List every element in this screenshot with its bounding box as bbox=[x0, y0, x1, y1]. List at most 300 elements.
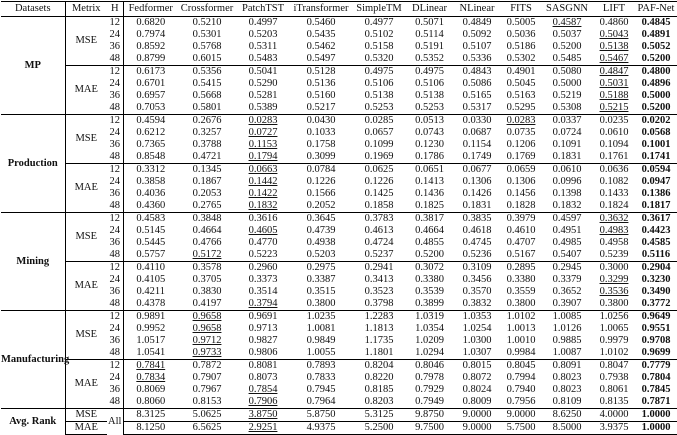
value-cell: 0.7978 bbox=[415, 372, 444, 383]
value-cell: 0.9708 bbox=[641, 335, 671, 346]
value-cell: 1.0517 bbox=[123, 335, 178, 347]
value-cell: 1.0055 bbox=[306, 347, 336, 358]
horizon-cell: 24 bbox=[109, 29, 120, 40]
value-cell: 0.1206 bbox=[506, 139, 536, 150]
value-cell: 0.9979 bbox=[599, 335, 629, 346]
value-cell: 0.8091 bbox=[541, 360, 593, 373]
value-cell: 0.8023 bbox=[552, 372, 582, 383]
value-cell: 0.3783 bbox=[352, 213, 406, 226]
value-cell: 0.7994 bbox=[506, 372, 536, 383]
value-cell: 0.4770 bbox=[248, 237, 278, 248]
value-cell: 2.9251 bbox=[236, 422, 290, 435]
value-cell: 0.0651 bbox=[406, 164, 453, 177]
value-cell: 0.1033 bbox=[306, 127, 336, 138]
value-cell: 0.6820 bbox=[123, 17, 178, 30]
column-header: NLinear bbox=[459, 3, 495, 14]
value-cell: 0.5036 bbox=[506, 29, 536, 40]
value-cell: 0.5253 bbox=[415, 102, 444, 113]
value-cell: 1.0294 bbox=[415, 347, 444, 358]
value-cell: 0.5043 bbox=[599, 29, 629, 40]
value-cell: 0.0568 bbox=[641, 127, 671, 138]
value-cell: 0.3578 bbox=[178, 262, 236, 275]
value-cell: 0.5302 bbox=[506, 53, 536, 64]
value-cell: 1.2283 bbox=[352, 311, 406, 324]
value-cell: 1.0000 bbox=[635, 422, 677, 435]
value-cell: 0.8015 bbox=[453, 360, 501, 373]
value-cell: 6.5625 bbox=[178, 422, 236, 435]
value-cell: 0.5203 bbox=[248, 29, 278, 40]
value-cell: 0.4724 bbox=[364, 237, 394, 248]
column-header: FITS bbox=[510, 3, 532, 14]
value-cell: 0.8135 bbox=[599, 396, 629, 407]
value-cell: 0.3800 bbox=[306, 298, 336, 309]
value-cell: 0.0727 bbox=[248, 127, 278, 138]
value-cell: 0.2053 bbox=[192, 188, 222, 199]
value-cell: 0.5336 bbox=[462, 53, 492, 64]
value-cell: 0.5200 bbox=[552, 41, 582, 52]
value-cell: 0.0610 bbox=[599, 127, 629, 138]
value-cell: 0.4951 bbox=[552, 225, 582, 236]
value-cell: 1.0000 bbox=[635, 409, 677, 422]
value-cell: 0.1832 bbox=[248, 200, 278, 211]
value-cell: 0.5435 bbox=[306, 29, 336, 40]
metric-label: MSE bbox=[65, 17, 107, 66]
results-table bbox=[1, 1, 677, 435]
value-cell: 1.0102 bbox=[599, 347, 629, 358]
value-cell: 0.5317 bbox=[462, 102, 492, 113]
value-cell: 0.7967 bbox=[192, 384, 222, 395]
value-cell: 0.8203 bbox=[364, 396, 394, 407]
value-cell: 0.3539 bbox=[415, 286, 444, 297]
value-cell: 1.0065 bbox=[599, 323, 629, 334]
horizon-cell: 48 bbox=[109, 298, 120, 309]
value-cell: 0.2895 bbox=[501, 262, 541, 275]
value-cell: 0.7834 bbox=[123, 372, 178, 384]
value-cell: 0.1226 bbox=[306, 176, 336, 187]
value-cell: 0.4855 bbox=[415, 237, 444, 248]
value-cell: 0.5217 bbox=[306, 102, 336, 113]
value-cell: 0.5768 bbox=[192, 41, 222, 52]
value-cell: 0.2941 bbox=[352, 262, 406, 275]
value-cell: 0.3800 bbox=[599, 298, 629, 309]
column-header: PAF-Net bbox=[637, 3, 675, 14]
value-cell: 0.0659 bbox=[501, 164, 541, 177]
value-cell: 0.1794 bbox=[248, 151, 278, 162]
value-cell: 0.3832 bbox=[462, 298, 492, 309]
value-cell: 0.2960 bbox=[236, 262, 290, 275]
value-cell: 1.0126 bbox=[552, 323, 582, 334]
value-cell: 0.5138 bbox=[415, 90, 444, 101]
column-header: H bbox=[110, 3, 119, 14]
table-row bbox=[1, 422, 677, 435]
value-cell: 0.1456 bbox=[506, 188, 536, 199]
column-header: SASGNN bbox=[545, 3, 588, 14]
horizon-cell: 48 bbox=[109, 151, 120, 162]
value-cell: 3.9375 bbox=[593, 422, 635, 435]
value-cell: 0.5668 bbox=[192, 90, 222, 101]
value-cell: 0.4938 bbox=[306, 237, 336, 248]
value-cell: 0.3907 bbox=[552, 298, 582, 309]
value-cell: 0.3798 bbox=[364, 298, 394, 309]
value-cell: 0.5237 bbox=[364, 249, 394, 260]
value-cell: 0.5005 bbox=[506, 17, 536, 28]
value-cell: 0.9849 bbox=[306, 335, 336, 346]
value-cell: 0.4211 bbox=[123, 286, 178, 298]
value-cell: 0.5467 bbox=[599, 53, 629, 64]
value-cell: 0.8153 bbox=[192, 396, 222, 407]
value-cell: 1.0300 bbox=[462, 335, 492, 346]
horizon-cell: 36 bbox=[109, 41, 120, 52]
value-cell: 0.0235 bbox=[593, 115, 635, 128]
value-cell: 1.1801 bbox=[364, 347, 394, 358]
value-cell: 0.5071 bbox=[415, 17, 444, 28]
horizon-cell: 48 bbox=[109, 396, 120, 407]
value-cell: 0.3514 bbox=[248, 286, 278, 297]
value-cell: 0.0657 bbox=[364, 127, 394, 138]
value-cell: 0.7854 bbox=[248, 384, 278, 395]
value-cell: 0.5000 bbox=[552, 78, 582, 89]
horizon-cell: 48 bbox=[109, 53, 120, 64]
value-cell: 0.2945 bbox=[541, 262, 593, 275]
value-cell: 0.5239 bbox=[599, 249, 629, 260]
value-cell: 0.0735 bbox=[506, 127, 536, 138]
table-row bbox=[1, 409, 677, 422]
value-cell: 0.3794 bbox=[248, 298, 278, 309]
value-cell: 0.2676 bbox=[178, 115, 236, 128]
value-cell: 0.1749 bbox=[462, 151, 492, 162]
value-cell: 0.3536 bbox=[599, 286, 629, 297]
value-cell: 0.6212 bbox=[123, 127, 178, 139]
value-cell: 0.4860 bbox=[599, 17, 629, 28]
value-cell: 0.1345 bbox=[178, 164, 236, 177]
value-cell: 0.7906 bbox=[248, 396, 278, 407]
value-cell: 5.0625 bbox=[178, 409, 236, 422]
value-cell: 0.3788 bbox=[192, 139, 222, 150]
value-cell: 0.4360 bbox=[123, 200, 178, 213]
metric-label: MAE bbox=[65, 66, 107, 115]
value-cell: 0.8109 bbox=[552, 396, 582, 407]
value-cell: 0.4901 bbox=[501, 66, 541, 79]
value-cell: 0.4613 bbox=[364, 225, 394, 236]
value-cell: 0.9733 bbox=[192, 347, 222, 358]
horizon-cell: 12 bbox=[107, 164, 123, 177]
value-cell: 0.7872 bbox=[178, 360, 236, 373]
value-cell: 0.1761 bbox=[599, 151, 629, 162]
table-row bbox=[1, 66, 677, 79]
value-cell: 0.1969 bbox=[364, 151, 394, 162]
value-cell: 0.5102 bbox=[364, 29, 394, 40]
value-cell: 0.0430 bbox=[290, 115, 352, 128]
horizon-cell: 12 bbox=[107, 262, 123, 275]
value-cell: 8.6250 bbox=[541, 409, 593, 422]
value-cell: 0.5389 bbox=[248, 102, 278, 113]
value-cell: 0.5460 bbox=[306, 17, 336, 28]
dataset-label: Production bbox=[1, 115, 65, 213]
metric-label: MSE bbox=[65, 409, 107, 422]
value-cell: 0.1306 bbox=[462, 176, 492, 187]
value-cell: 9.0000 bbox=[453, 409, 501, 422]
value-cell: 0.4896 bbox=[641, 78, 671, 89]
value-cell: 0.4958 bbox=[599, 237, 629, 248]
value-cell: 0.3858 bbox=[123, 176, 178, 188]
value-cell: 0.4997 bbox=[248, 17, 278, 28]
value-cell: 1.0102 bbox=[501, 311, 541, 324]
value-cell: 0.5223 bbox=[248, 249, 278, 260]
table-row bbox=[1, 17, 677, 30]
value-cell: 0.4036 bbox=[123, 188, 178, 200]
value-cell: 0.3099 bbox=[306, 151, 336, 162]
value-cell: 1.0319 bbox=[406, 311, 453, 324]
value-cell: 0.1867 bbox=[192, 176, 222, 187]
dataset-label: Avg. Rank bbox=[1, 409, 65, 435]
value-cell: 0.5200 bbox=[641, 53, 671, 64]
value-cell: 0.5052 bbox=[641, 41, 671, 52]
value-cell: 0.9827 bbox=[248, 335, 278, 346]
value-cell: 0.4664 bbox=[415, 225, 444, 236]
value-cell: 0.1426 bbox=[462, 188, 492, 199]
value-cell: 0.0594 bbox=[635, 164, 677, 177]
value-cell: 5.8750 bbox=[290, 409, 352, 422]
value-cell: 0.5352 bbox=[415, 53, 444, 64]
value-cell: 0.7841 bbox=[123, 360, 178, 373]
value-cell: 0.5037 bbox=[552, 29, 582, 40]
value-cell: 0.1422 bbox=[248, 188, 278, 199]
metric-label: MSE bbox=[65, 115, 107, 164]
table-row bbox=[1, 360, 677, 373]
value-cell: 0.3515 bbox=[306, 286, 336, 297]
value-cell: 0.7940 bbox=[506, 384, 536, 395]
value-cell: 0.1433 bbox=[599, 188, 629, 199]
value-cell: 0.5356 bbox=[178, 66, 236, 79]
value-cell: 0.8061 bbox=[599, 384, 629, 395]
value-cell: 0.7945 bbox=[306, 384, 336, 395]
value-cell: 0.5311 bbox=[248, 41, 278, 52]
value-cell: 0.0636 bbox=[593, 164, 635, 177]
value-cell: 1.0353 bbox=[453, 311, 501, 324]
value-cell: 0.3456 bbox=[462, 274, 492, 285]
value-cell: 0.5165 bbox=[462, 90, 492, 101]
value-cell: 0.3616 bbox=[236, 213, 290, 226]
value-cell: 0.5236 bbox=[462, 249, 492, 260]
value-cell: 0.9658 bbox=[178, 311, 236, 324]
value-cell: 0.5114 bbox=[415, 29, 444, 40]
value-cell: 0.5145 bbox=[123, 225, 178, 237]
value-cell: 0.0283 bbox=[236, 115, 290, 128]
horizon-cell: 12 bbox=[109, 17, 120, 28]
value-cell: 0.4975 bbox=[406, 66, 453, 79]
horizon-cell: 36 bbox=[109, 90, 120, 101]
value-cell: 0.4983 bbox=[599, 225, 629, 236]
value-cell: 0.5407 bbox=[552, 249, 582, 260]
value-cell: 0.1154 bbox=[462, 139, 492, 150]
value-cell: 0.1153 bbox=[248, 139, 278, 150]
horizon-cell: 36 bbox=[109, 139, 120, 150]
value-cell: 0.4618 bbox=[462, 225, 492, 236]
value-cell: 0.7053 bbox=[123, 102, 178, 115]
value-cell: 0.0996 bbox=[552, 176, 582, 187]
value-cell: 8.1250 bbox=[123, 422, 178, 435]
value-cell: 0.5215 bbox=[599, 102, 629, 113]
value-cell: 0.5080 bbox=[541, 66, 593, 79]
value-cell: 1.1813 bbox=[364, 323, 394, 334]
value-cell: 0.7956 bbox=[506, 396, 536, 407]
value-cell: 0.8023 bbox=[552, 384, 582, 395]
value-cell: 0.5031 bbox=[599, 78, 629, 89]
value-cell: 0.9952 bbox=[123, 323, 178, 335]
value-cell: 1.0209 bbox=[415, 335, 444, 346]
value-cell: 0.1082 bbox=[599, 176, 629, 187]
value-cell: 0.1817 bbox=[641, 200, 671, 211]
value-cell: 0.4594 bbox=[123, 115, 178, 128]
value-cell: 0.3800 bbox=[506, 298, 536, 309]
column-header: DLinear bbox=[412, 3, 447, 14]
value-cell: 0.5138 bbox=[599, 41, 629, 52]
horizon-cell: 48 bbox=[109, 200, 120, 211]
value-cell: 0.1442 bbox=[248, 176, 278, 187]
value-cell: 0.1226 bbox=[364, 176, 394, 187]
value-cell: 0.0513 bbox=[406, 115, 453, 128]
horizon-cell: All bbox=[107, 409, 123, 435]
value-cell: 0.5801 bbox=[192, 102, 222, 113]
value-cell: 0.0677 bbox=[453, 164, 501, 177]
value-cell: 0.1741 bbox=[641, 151, 671, 162]
value-cell: 0.4378 bbox=[123, 298, 178, 311]
value-cell: 0.1566 bbox=[306, 188, 336, 199]
value-cell: 0.5308 bbox=[552, 102, 582, 113]
value-cell: 0.5210 bbox=[192, 17, 222, 28]
value-cell: 0.1425 bbox=[364, 188, 394, 199]
value-cell: 0.5191 bbox=[415, 41, 444, 52]
table-row bbox=[1, 115, 677, 128]
horizon-cell: 36 bbox=[109, 237, 120, 248]
value-cell: 1.0256 bbox=[593, 311, 635, 324]
value-cell: 0.8073 bbox=[248, 372, 278, 383]
value-cell: 0.5253 bbox=[364, 102, 394, 113]
dataset-label: MP bbox=[24, 59, 41, 71]
value-cell: 0.3387 bbox=[306, 274, 336, 285]
value-cell: 0.5445 bbox=[123, 237, 178, 249]
value-cell: 0.1769 bbox=[506, 151, 536, 162]
table-row bbox=[1, 213, 677, 226]
value-cell: 0.4585 bbox=[641, 237, 671, 248]
value-cell: 0.3899 bbox=[415, 298, 444, 309]
value-cell: 9.7500 bbox=[406, 422, 453, 435]
value-cell: 0.4849 bbox=[462, 17, 492, 28]
value-cell: 0.8072 bbox=[462, 372, 492, 383]
horizon-cell: 36 bbox=[109, 286, 120, 297]
value-cell: 0.1386 bbox=[641, 188, 671, 199]
value-cell: 0.5158 bbox=[364, 41, 394, 52]
value-cell: 1.1735 bbox=[364, 335, 394, 346]
value-cell: 0.9891 bbox=[123, 311, 178, 324]
value-cell: 0.1099 bbox=[364, 139, 394, 150]
value-cell: 0.5045 bbox=[506, 78, 536, 89]
value-cell: 0.3490 bbox=[641, 286, 671, 297]
value-cell: 0.3772 bbox=[641, 298, 671, 309]
value-cell: 0.4891 bbox=[641, 29, 671, 40]
value-cell: 0.9691 bbox=[236, 311, 290, 324]
value-cell: 0.4605 bbox=[248, 225, 278, 236]
value-cell: 0.7929 bbox=[415, 384, 444, 395]
value-cell: 0.9984 bbox=[506, 347, 536, 358]
value-cell: 0.7949 bbox=[415, 396, 444, 407]
value-cell: 0.3570 bbox=[462, 286, 492, 297]
value-cell: 9.0000 bbox=[453, 422, 501, 435]
value-cell: 9.0000 bbox=[501, 409, 541, 422]
value-cell: 0.7845 bbox=[641, 384, 671, 395]
metric-label: MSE bbox=[65, 311, 107, 360]
column-header: iTransformer bbox=[293, 3, 349, 14]
value-cell: 0.1786 bbox=[415, 151, 444, 162]
value-cell: 0.8009 bbox=[462, 396, 492, 407]
value-cell: 0.3312 bbox=[123, 164, 178, 177]
value-cell: 0.2975 bbox=[290, 262, 352, 275]
value-cell: 0.4707 bbox=[506, 237, 536, 248]
value-cell: 0.5301 bbox=[192, 29, 222, 40]
value-cell: 5.7500 bbox=[501, 422, 541, 435]
value-cell: 0.4766 bbox=[192, 237, 222, 248]
value-cell: 0.8046 bbox=[406, 360, 453, 373]
value-cell: 0.8799 bbox=[123, 53, 178, 66]
column-header: PatchTST bbox=[242, 3, 284, 14]
value-cell: 0.5497 bbox=[306, 53, 336, 64]
value-cell: 0.6173 bbox=[123, 66, 178, 79]
value-cell: 0.3380 bbox=[415, 274, 444, 285]
value-cell: 0.2765 bbox=[192, 200, 222, 211]
value-cell: 1.0541 bbox=[123, 347, 178, 360]
value-cell: 0.8592 bbox=[123, 41, 178, 53]
value-cell: 1.0013 bbox=[506, 323, 536, 334]
value-cell: 5.3125 bbox=[352, 409, 406, 422]
value-cell: 0.5200 bbox=[641, 102, 671, 113]
horizon-cell: 48 bbox=[109, 249, 120, 260]
header-row bbox=[1, 2, 677, 17]
horizon-cell: 48 bbox=[109, 347, 120, 358]
value-cell: 0.1832 bbox=[552, 200, 582, 211]
metric-label: MAE bbox=[65, 164, 107, 213]
horizon-cell: 24 bbox=[109, 127, 120, 138]
value-cell: 0.4985 bbox=[552, 237, 582, 248]
value-cell: 0.7833 bbox=[306, 372, 336, 383]
value-cell: 0.4739 bbox=[306, 225, 336, 236]
value-cell: 0.5163 bbox=[506, 90, 536, 101]
value-cell: 5.2500 bbox=[352, 422, 406, 435]
value-cell: 0.5757 bbox=[123, 249, 178, 262]
value-cell: 0.9551 bbox=[641, 323, 671, 334]
value-cell: 0.7893 bbox=[290, 360, 352, 373]
value-cell: 0.9713 bbox=[248, 323, 278, 334]
value-cell: 8.5000 bbox=[541, 422, 593, 435]
value-cell: 0.0784 bbox=[290, 164, 352, 177]
value-cell: 0.4975 bbox=[352, 66, 406, 79]
value-cell: 0.0337 bbox=[541, 115, 593, 128]
value-cell: 0.3559 bbox=[506, 286, 536, 297]
column-header: Metrix bbox=[65, 2, 107, 17]
value-cell: 1.0307 bbox=[462, 347, 492, 358]
value-cell: 0.9712 bbox=[192, 335, 222, 346]
value-cell: 0.1824 bbox=[599, 200, 629, 211]
value-cell: 0.5219 bbox=[552, 90, 582, 101]
value-cell: 0.3830 bbox=[192, 286, 222, 297]
column-header: Crossformer bbox=[180, 3, 234, 14]
value-cell: 0.1858 bbox=[364, 200, 394, 211]
value-cell: 0.1091 bbox=[552, 139, 582, 150]
value-cell: 0.5415 bbox=[192, 78, 222, 89]
value-cell: 0.1001 bbox=[641, 139, 671, 150]
value-cell: 0.0330 bbox=[453, 115, 501, 128]
value-cell: 0.4843 bbox=[453, 66, 501, 79]
value-cell: 0.1398 bbox=[552, 188, 582, 199]
